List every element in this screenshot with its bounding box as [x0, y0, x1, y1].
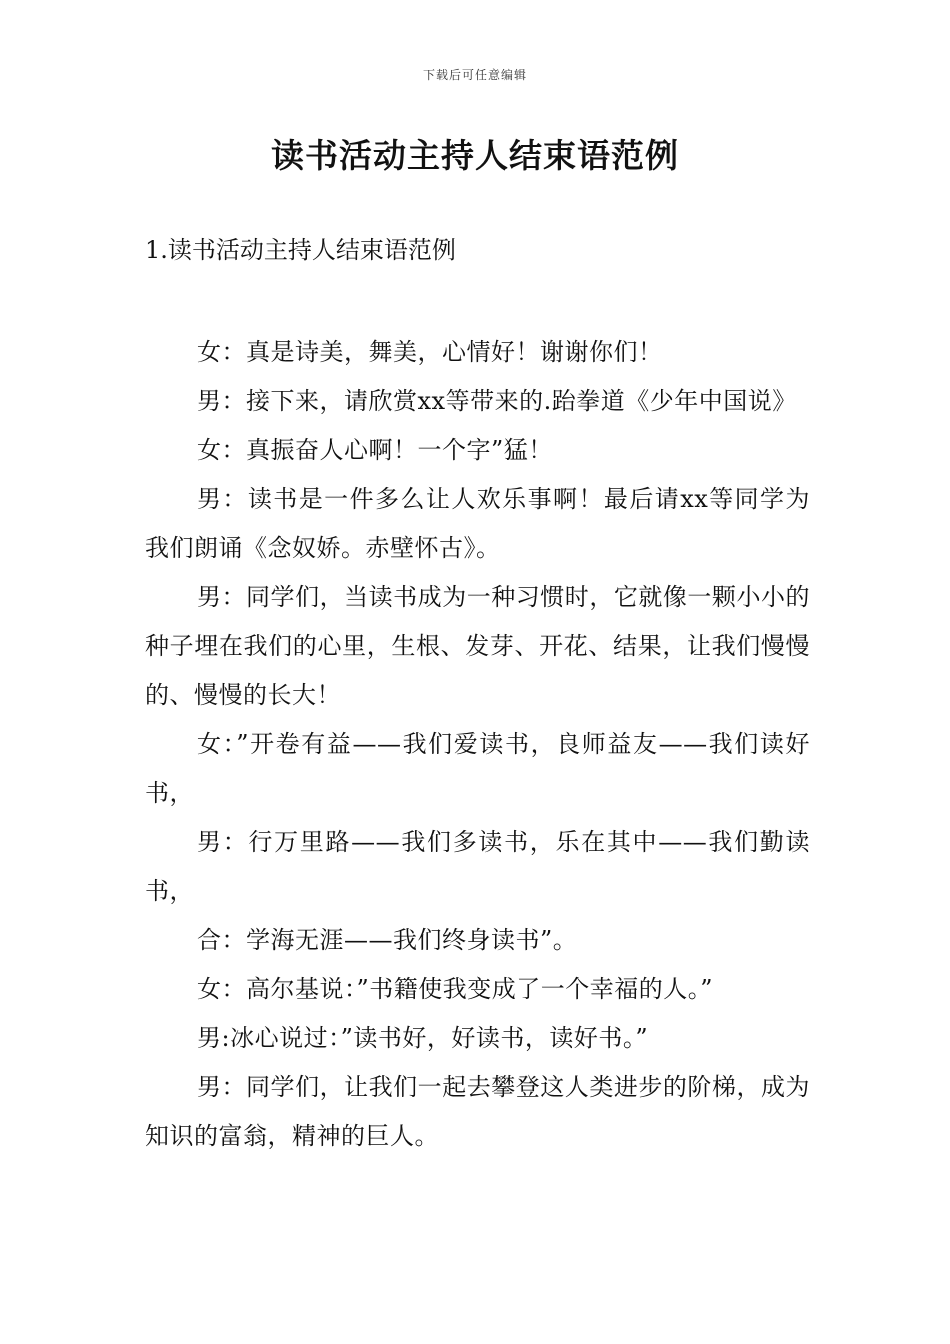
document-body: [145, 328, 810, 1161]
document-title: 读书活动主持人结束语范例: [271, 136, 679, 175]
dialogue-paragraph: 男:冰心说过：”读书好，好读书，读好书。”: [197, 1024, 649, 1052]
dialogue-paragraph: 男：行万里路——我们多读书，乐在其中——我们勤读书，: [145, 828, 810, 905]
dialogue-paragraph: 合：学海无涯——我们终身读书”。: [197, 926, 578, 954]
dialogue-paragraph: 男：接下来，请欣赏xx等带来的.跆拳道《少年中国说》: [197, 387, 797, 415]
section-heading: 1.读书活动主持人结束语范例: [145, 236, 456, 264]
dialogue-paragraph: 男：同学们，让我们一起去攀登这人类进步的阶梯，成为知识的富翁，精神的巨人。: [145, 1073, 810, 1150]
dialogue-paragraph: 女：真振奋人心啊！一个字”猛！: [197, 436, 553, 464]
dialogue-paragraph: 男：读书是一件多么让人欢乐事啊！最后请xx等同学为我们朗诵《念奴娇。赤壁怀古》。: [145, 485, 810, 562]
dialogue-paragraph: 女：高尔基说：”书籍使我变成了一个幸福的人。”: [197, 975, 714, 1003]
dialogue-paragraph: 男：同学们，当读书成为一种习惯时，它就像一颗小小的种子埋在我们的心里，生根、发芽、开花、结果，让我们慢慢的、慢慢的长大！: [145, 583, 810, 709]
dialogue-paragraph: 女：”开卷有益——我们爱读书，良师益友——我们读好书，: [145, 730, 810, 807]
header-note: 下载后可任意编辑: [422, 68, 527, 82]
dialogue-paragraph: 女：真是诗美，舞美，心情好！谢谢你们！: [197, 338, 663, 366]
